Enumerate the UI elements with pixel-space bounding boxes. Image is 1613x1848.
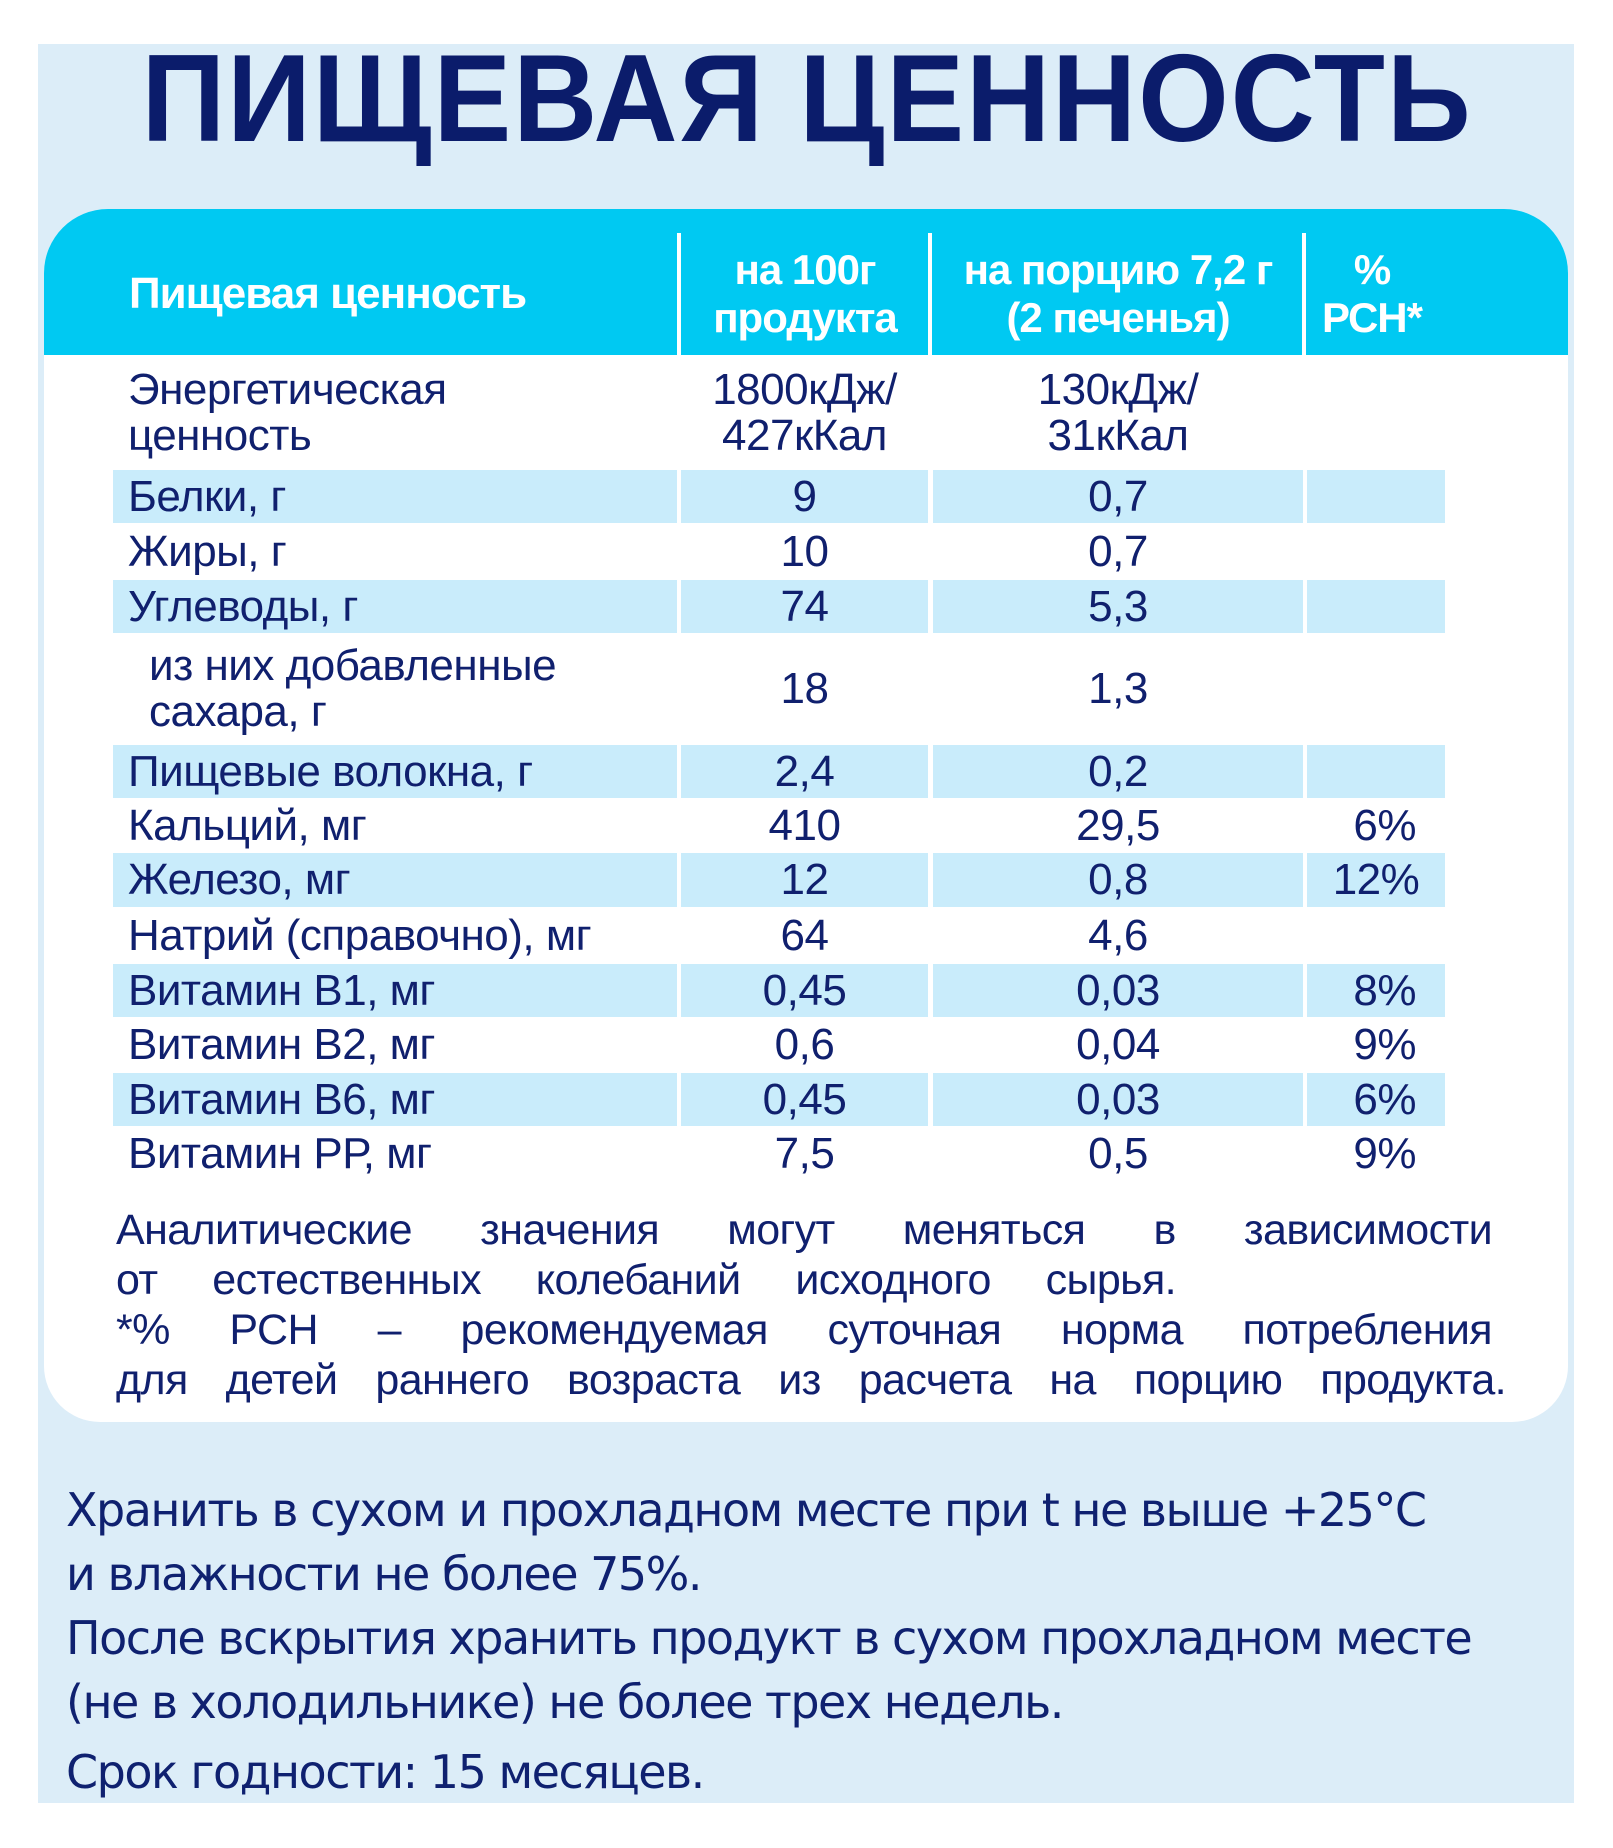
- value-per-100g: [681, 635, 928, 743]
- cell-text: [128, 581, 358, 631]
- cell-text: [792, 471, 817, 521]
- cell-text: [128, 471, 286, 521]
- footnote-line: для детей раннего возраста из расчета на порцию продукта.: [116, 1356, 1506, 1404]
- page-title: [0, 30, 1613, 168]
- shelf-life: [66, 1740, 1566, 1804]
- value-per-100g: [681, 525, 928, 578]
- cell-line: 31кКал: [1047, 410, 1189, 460]
- cell-text: [1088, 471, 1148, 521]
- cell-line: 0,03: [1076, 1074, 1160, 1124]
- header-per-100g-line1: на 100г: [734, 246, 876, 293]
- cell-text: [1037, 364, 1199, 460]
- cell-line: 130кДж/: [1037, 364, 1199, 414]
- cell-line: 0,7: [1088, 526, 1148, 576]
- page-title-text: ПИЩЕВАЯ ЦЕННОСТЬ: [140, 30, 1473, 168]
- value-rsn-percent: [1307, 580, 1445, 633]
- footnote: [116, 1205, 1506, 1405]
- cell-text: [1076, 1074, 1160, 1124]
- cell-line: 4,6: [1088, 910, 1148, 960]
- table-row: [44, 525, 1568, 578]
- table-row: [44, 580, 1568, 633]
- cell-line: из них добавленные: [149, 641, 557, 690]
- value-rsn-percent: [1307, 1073, 1445, 1126]
- header-per-portion: [932, 233, 1304, 355]
- value-rsn-percent: [1307, 357, 1445, 468]
- shelf-life-text: Срок годности: 15 месяцев.: [66, 1745, 704, 1799]
- cell-line: 0,8: [1088, 855, 1148, 904]
- cell-text: [128, 1074, 435, 1124]
- cell-text: [1088, 526, 1148, 576]
- cell-line: Натрий (справочно), мг: [128, 910, 592, 960]
- header-per-100g-line2: продукта: [713, 294, 897, 341]
- cell-text: [128, 526, 287, 576]
- value-per-100g: [681, 964, 928, 1017]
- header-nutrient: [44, 233, 678, 355]
- value-per-portion: [933, 1128, 1303, 1180]
- cell-line: Углеводы, г: [128, 581, 358, 631]
- value-per-portion: [933, 357, 1303, 468]
- footnote-line: Аналитические значения могут меняться в зависимости: [116, 1206, 1492, 1254]
- value-rsn-percent: [1307, 745, 1445, 798]
- value-per-portion: [933, 800, 1303, 851]
- nutrition-table-card: [44, 209, 1568, 1422]
- value-per-100g: [681, 800, 928, 851]
- cell-text: [1088, 857, 1148, 903]
- value-per-portion: [933, 635, 1303, 743]
- cell-text: [1088, 910, 1148, 960]
- header-rsn-line1: %: [1353, 246, 1391, 293]
- footnote-line: от естественных колебаний исходного сырья.: [116, 1256, 1176, 1304]
- value-per-100g: [681, 1073, 928, 1126]
- value-rsn-percent: [1307, 470, 1445, 523]
- header-per-100g: [681, 233, 929, 355]
- value-per-portion: [933, 1073, 1303, 1126]
- storage-line: и влажности не более 75%.: [66, 1547, 701, 1601]
- cell-line: Пищевые волокна, г: [128, 746, 533, 796]
- table-row: [44, 470, 1568, 523]
- cell-line: 0,45: [762, 965, 847, 1015]
- value-rsn-percent: [1307, 635, 1445, 743]
- cell-text: [1076, 965, 1160, 1015]
- footnote-line: *% РСН – рекомендуемая суточная норма потребления: [116, 1306, 1492, 1354]
- cell-text: 9%: [1353, 1129, 1416, 1178]
- cell-text: [762, 965, 847, 1015]
- cell-text: [712, 364, 897, 460]
- table-row: [44, 853, 1568, 907]
- cell-line: 9: [792, 471, 817, 521]
- cell-text: [1076, 800, 1160, 850]
- cell-text: [775, 1022, 835, 1068]
- cell-line: 12: [780, 855, 829, 904]
- value-per-portion: [933, 525, 1303, 578]
- cell-line: 0,7: [1088, 471, 1148, 521]
- cell-text: [1088, 746, 1148, 796]
- cell-line: 0,5: [1088, 1129, 1148, 1178]
- nutrient-label: [113, 635, 677, 743]
- cell-line: 29,5: [1076, 800, 1160, 850]
- cell-line: 74: [780, 581, 829, 631]
- table-header: [44, 209, 1568, 355]
- cell-line: 0,04: [1076, 1020, 1160, 1069]
- cell-line: 0,45: [762, 1074, 847, 1124]
- cell-text: [762, 1074, 847, 1124]
- nutrient-label: [113, 580, 677, 633]
- header-nutrient-label: Пищевая ценность: [129, 269, 527, 318]
- cell-text: 8%: [1353, 965, 1416, 1015]
- value-rsn-percent: [1307, 800, 1445, 851]
- header-per-portion-line2: (2 печенья): [1006, 294, 1230, 341]
- cell-line: Жиры, г: [128, 526, 287, 576]
- storage-line: Хранить в сухом и прохладном месте при t не выше +25°C: [66, 1483, 1426, 1537]
- cell-text: [1088, 581, 1148, 631]
- cell-line: Кальций, мг: [128, 800, 367, 850]
- cell-line: 7,5: [774, 1129, 835, 1178]
- table-row: [44, 1073, 1568, 1126]
- cell-text: 12%: [1332, 855, 1420, 904]
- cell-line: Белки, г: [128, 471, 286, 521]
- cell-text: [774, 746, 835, 796]
- cell-line: Витамин В6, мг: [128, 1074, 435, 1124]
- header-per-portion-line1: на порцию 7,2 г: [963, 246, 1273, 293]
- cell-line: 0,6: [774, 1020, 835, 1069]
- value-rsn-percent: [1307, 964, 1445, 1017]
- storage-instructions: [66, 1478, 1566, 1804]
- nutrient-label: [113, 1128, 677, 1180]
- value-per-100g: [681, 745, 928, 798]
- cell-text: [768, 800, 841, 850]
- cell-line: Витамин В2, мг: [128, 1020, 435, 1069]
- cell-text: [1088, 1131, 1148, 1177]
- cell-line: Витамин В1, мг: [128, 965, 435, 1015]
- cell-line: 0,03: [1076, 965, 1160, 1015]
- cell-line: 18: [780, 664, 829, 713]
- nutrient-label: [113, 909, 677, 962]
- value-per-100g: [681, 357, 928, 468]
- value-rsn-percent: [1307, 1019, 1445, 1071]
- cell-line: 5,3: [1088, 581, 1148, 631]
- cell-text: [1076, 1022, 1160, 1068]
- cell-text: [149, 643, 556, 735]
- after-opening-conditions: [66, 1606, 1566, 1734]
- nutrient-label: [113, 1019, 677, 1071]
- cell-line: 1800кДж/: [712, 364, 897, 414]
- nutrient-label: [113, 853, 677, 907]
- cell-line: Энергетическая: [128, 364, 447, 414]
- value-rsn-percent: [1307, 1128, 1445, 1180]
- value-rsn-percent: [1307, 909, 1445, 962]
- nutrient-label: [113, 357, 677, 468]
- value-rsn-percent: [1307, 525, 1445, 578]
- table-row: [44, 964, 1568, 1017]
- table-row: [44, 800, 1568, 851]
- cell-line: сахара, г: [149, 687, 327, 736]
- cell-text: [780, 910, 829, 960]
- cell-text: [775, 1131, 835, 1177]
- cell-line: 64: [780, 910, 829, 960]
- cell-text: [128, 746, 533, 796]
- storage-conditions: [66, 1478, 1566, 1606]
- cell-text: [128, 857, 350, 903]
- table-row: [44, 1128, 1568, 1180]
- cell-text: [128, 1022, 435, 1068]
- value-per-100g: [681, 853, 928, 907]
- value-per-portion: [933, 964, 1303, 1017]
- cell-text: [128, 800, 367, 850]
- cell-line: Витамин РР, мг: [128, 1129, 432, 1178]
- cell-text: [780, 526, 829, 576]
- nutrient-label: [113, 525, 677, 578]
- cell-text: [128, 364, 447, 460]
- value-per-portion: [933, 470, 1303, 523]
- table-row: [44, 635, 1568, 743]
- storage-line: (не в холодильнике) не более трех недель.: [66, 1675, 1063, 1729]
- nutrient-label: [113, 964, 677, 1017]
- value-rsn-percent: [1307, 853, 1445, 907]
- nutrient-label: [113, 800, 677, 851]
- cell-text: [781, 666, 829, 712]
- cell-line: ценность: [128, 410, 312, 460]
- header-rsn: [1306, 233, 1446, 355]
- cell-text: [1088, 666, 1148, 712]
- cell-text: [128, 965, 435, 1015]
- storage-line: После вскрытия хранить продукт в сухом прохладном месте: [66, 1611, 1472, 1665]
- value-per-portion: [933, 1019, 1303, 1071]
- cell-text: [781, 857, 829, 903]
- value-per-portion: [933, 580, 1303, 633]
- cell-text: 6%: [1353, 1074, 1416, 1124]
- table-row: [44, 1019, 1568, 1071]
- cell-text: [128, 1131, 432, 1177]
- cell-line: 2,4: [774, 746, 835, 796]
- value-per-portion: [933, 909, 1303, 962]
- value-per-100g: [681, 1019, 928, 1071]
- value-per-100g: [681, 470, 928, 523]
- cell-line: 1,3: [1088, 664, 1148, 713]
- cell-text: [128, 910, 592, 960]
- nutrient-label: [113, 745, 677, 798]
- cell-text: 6%: [1353, 800, 1416, 850]
- value-per-100g: [681, 580, 928, 633]
- cell-line: 427кКал: [722, 410, 887, 460]
- value-per-portion: [933, 853, 1303, 907]
- cell-line: Железо, мг: [128, 855, 351, 904]
- cell-line: 10: [780, 526, 829, 576]
- cell-line: 410: [768, 800, 841, 850]
- cell-text: [780, 581, 829, 631]
- table-row: [44, 909, 1568, 962]
- value-per-portion: [933, 745, 1303, 798]
- nutrient-label: [113, 1073, 677, 1126]
- value-per-100g: [681, 1128, 928, 1180]
- table-row: [44, 357, 1568, 468]
- value-per-100g: [681, 909, 928, 962]
- nutrient-label: [113, 470, 677, 523]
- cell-line: 0,2: [1088, 746, 1148, 796]
- table-row: [44, 745, 1568, 798]
- header-rsn-line2: РСН*: [1322, 294, 1422, 341]
- cell-text: 9%: [1353, 1020, 1416, 1069]
